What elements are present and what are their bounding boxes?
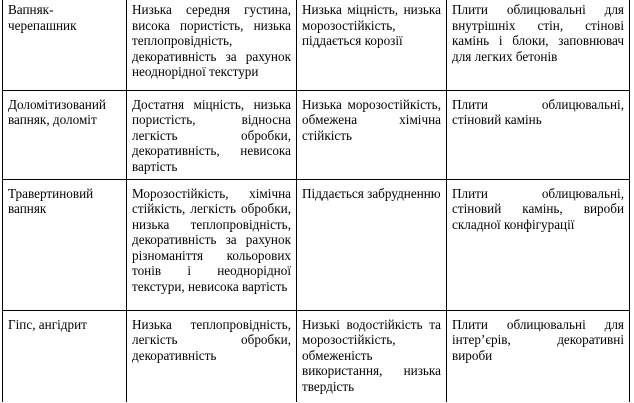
table-row	[3, 0, 630, 90]
material-name-cell: Гіпс, ангідрит	[3, 310, 127, 402]
table-row	[3, 310, 630, 402]
properties-cell: Низька середня густина, висока пористість, низька теплопровідність, декоративність за рахунок неоднорідної текстури	[127, 0, 297, 90]
properties-cell: Морозостійкість, хімічна стійкість, легкість обробки, низька теплопровідність, декоративність за рахунок різноманіття кольорових тонів і неоднорідної текстури, невисока вартість	[127, 179, 297, 310]
limitations-cell: Низька морозостійкість, обмежена хімічна стійкість	[297, 90, 447, 179]
applications-cell: Плити облицювальні, стіновий камінь, вироби складної конфігурації	[447, 179, 630, 310]
material-name-cell: Вапняк-черепашник	[3, 0, 127, 90]
table-row	[3, 90, 630, 179]
properties-cell: Достатня міцність, низька пористість, відносна легкість обробки, декоративність, невисока вартість	[127, 90, 297, 179]
applications-cell: Плити облицювальні для внутрішніх стін, стінові камінь і блоки, заповнювач для легких бетонів	[447, 0, 630, 90]
limitations-cell: Низька міцність, низька морозостійкість, піддається корозії	[297, 0, 447, 90]
stone-materials-table	[2, 0, 630, 402]
limitations-cell: Піддається забрудненню	[297, 179, 447, 310]
material-name-cell: Травертиновий вапняк	[3, 179, 127, 310]
properties-cell: Низька теплопровідність, легкість обробки, декоративність	[127, 310, 297, 402]
limitations-cell: Низькі водостійкість та морозостійкість, обмеженість використання, низька твердість	[297, 310, 447, 402]
applications-cell: Плити облицювальні, стіновий камінь	[447, 90, 630, 179]
table-row	[3, 179, 630, 310]
material-name-cell: Доломітизований вапняк, доломіт	[3, 90, 127, 179]
applications-cell: Плити облицювальні для інтер’єрів, декоративні вироби	[447, 310, 630, 402]
